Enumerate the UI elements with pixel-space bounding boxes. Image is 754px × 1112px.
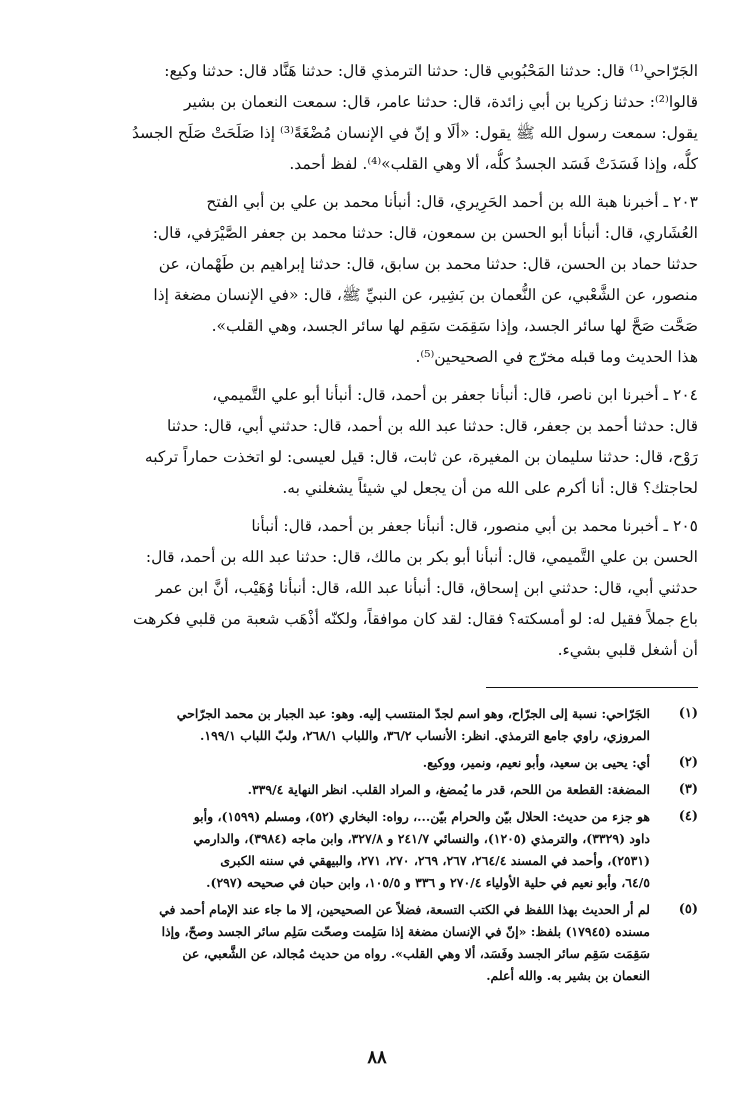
- text-line: يقول: سمعت رسول الله ﷺ يقول: «ألَا و إنّ في الإنسان مُضْغَةً⁽³⁾ إذا صَلَحَتْ صَلَح الجسدُ: [131, 124, 698, 142]
- footnote-line: مسنده (١٧٩٤٥) بلفظ: «إنّ في الإنسان مضغة إذا سَلِمت وصحّت سَلِم سائر الجسد وصحّ، وإذا: [161, 924, 650, 939]
- paragraph-gap: [56, 180, 698, 187]
- footnote-line: لم أر الحديث بهذا اللفظ في الكتب التسعة، فضلاً عن الصحيحين، إلا ما جاء عند الإمام أحمد في: [159, 902, 650, 917]
- footnote-line: هو جزء من حديث: الحلال بيّن والحرام بيّن...، رواه: البخاري (٥٢)، ومسلم (١٥٩٩)، وأبو: [193, 809, 650, 824]
- text-line: أن أشغل قلبي بشيء.: [557, 641, 698, 659]
- text-line: ٢٠٤ ـ أخبرنا ابن ناصر، قال: أنبأنا جعفر بن أحمد، قال: أنبأنا أبو علي التَّميمي،: [212, 386, 698, 404]
- footnote-number: (١): [678, 706, 698, 721]
- main-text: [56, 56, 698, 666]
- paragraph-gap: [56, 504, 698, 511]
- text-line: لحاجتك؟ قال: أنا أكرم على الله من أن يجعل لي شيئاً يشغلني به.: [282, 479, 698, 497]
- text-line: الجَرّاحي⁽¹⁾ قال: حدثنا المَحْبُوبي قال: حدثنا الترمذي قال: حدثنا هَنَّاد قال: حدثنا وكيع:: [164, 62, 698, 80]
- footnote-number: (٢): [678, 755, 698, 770]
- footnote-line: سَقِمَت سَقِم سائر الجسد وفَسَد، ألا وهي القلب». رواه من حديث مُجالد، عن الشَّعبي، عن: [182, 946, 650, 961]
- text-line: باع جملاً فقيل له: لو أمسكته؟ فقال: لقد كان موافقاً، ولكنّه أذْهَب شعبة من قلبي فكرهت: [132, 610, 698, 628]
- footnote-line: (٢٥٣١)، وأحمد في المسند ٢٦٤/٤، ٢٦٧، ٢٦٩، ٢٧٠، ٢٧١، والبيهقي في سننه الكبرى: [220, 853, 650, 868]
- footnote-number: (٣): [678, 782, 698, 797]
- footnote: [56, 703, 698, 747]
- footnote: [56, 752, 698, 774]
- text-line: قالوا⁽²⁾: حدثنا زكريا بن أبي زائدة، قال: حدثنا عامر، قال: سمعت النعمان بن بشير: [183, 93, 698, 111]
- footnote: [56, 899, 698, 987]
- footnote-line: الجَرّاحي: نسبة إلى الجرّاح، وهو اسم لجدّ المنتسب إليه. وهو: عبد الجبار بن محمد الجرّاحي: [176, 706, 650, 721]
- footnote-line: المروزي، راوي جامع الترمذي. انظر: الأنساب ٣٦/٢، واللباب ٢٦٨/١، ولبّ اللباب ١٩٩/١.: [200, 728, 650, 743]
- text-line: هذا الحديث وما قبله مخرّج في الصحيحين⁽⁵⁾.: [415, 348, 698, 366]
- text-line: حدثني أبي، قال: حدثني ابن إسحاق، قال: أنبأنا عبد الله، قال: أنبأنا وُهَيْب، أنَّ ابن عمر: [155, 579, 698, 597]
- footnotes-section: [56, 687, 698, 992]
- footnote-line: داود (٣٣٢٩)، والترمذي (١٢٠٥)، والنسائي ٢٤١/٧ و ٣٢٧/٨، وابن ماجه (٣٩٨٤)، والدارمي: [193, 831, 650, 846]
- footnote-number: (٥): [678, 902, 698, 917]
- footnote-number: (٤): [678, 809, 698, 824]
- paragraph-gap: [56, 373, 698, 380]
- text-line: منصور، عن الشَّعْبي، عن النُّعمان بن بَشِير، عن النبيِّ ﷺ، قال: «في الإنسان مضغة إذا: [153, 286, 698, 304]
- footnote-line: ٦٤/٥، وأبو نعيم في حلية الأولياء ٢٧٠/٤ و ٣٣٦ و ١٠٥/٥، وابن حبان في صحيحه (٢٩٧).: [206, 875, 650, 890]
- text-line: قال: حدثنا أحمد بن جعفر، قال: حدثنا عبد الله بن أحمد، قال: حدثني أبي، قال: حدثنا: [166, 417, 698, 435]
- text-line: رَوْح، قال: حدثنا سليمان بن المغيرة، عن ثابت، قال: قيل لعيسى: لو اتخذت حماراً تركبه: [144, 448, 698, 466]
- text-line: حدثنا حماد بن الحسن، قال: حدثنا محمد بن سابق، قال: حدثنا إبراهيم بن طَهْمان، عن: [158, 255, 698, 273]
- footnote-line: النعمان بن بشير به. والله أعلم.: [486, 968, 650, 983]
- text-line: كلُّه، وإذا فَسَدَتْ فَسَد الجسدُ كلُّه، ألا وهي القلب»⁽⁴⁾. لفظ أحمد.: [289, 155, 698, 173]
- footnote: [56, 779, 698, 801]
- text-line: صَحَّت صَحَّ لها سائر الجسد، وإذا سَقِمَت سَقِم لها سائر الجسد، وهي القلب».: [211, 317, 698, 335]
- footnote: [56, 806, 698, 894]
- text-line: العُشَاري، قال: أنبأنا أبو الحسن بن سمعون، قال: حدثنا محمد بن جعفر الصَّيْرَفي، قال:: [152, 224, 698, 242]
- text-line: ٢٠٣ ـ أخبرنا هبة الله بن أحمد الحَرِيري، قال: أنبأنا محمد بن علي بن أبي الفتح: [206, 193, 698, 211]
- footnote-line: المضغة: القطعة من اللحم، قدر ما يُمضغ، و المراد القلب. انظر النهاية ٣٣٩/٤.: [247, 782, 650, 797]
- text-line: ٢٠٥ ـ أخبرنا محمد بن أبي منصور، قال: أنبأنا جعفر بن أحمد، قال: أنبأنا: [251, 517, 698, 535]
- footnote-line: أي: يحيى بن سعيد، وأبو نعيم، ونمير، ووكيع.: [422, 755, 650, 770]
- text-line: الحسن بن علي التَّميمي، قال: أنبأنا أبو بكر بن مالك، قال: حدثنا عبد الله بن أحمد، قال:: [145, 548, 698, 566]
- page-number: ٨٨: [367, 1047, 387, 1068]
- footnote-divider: [486, 687, 698, 688]
